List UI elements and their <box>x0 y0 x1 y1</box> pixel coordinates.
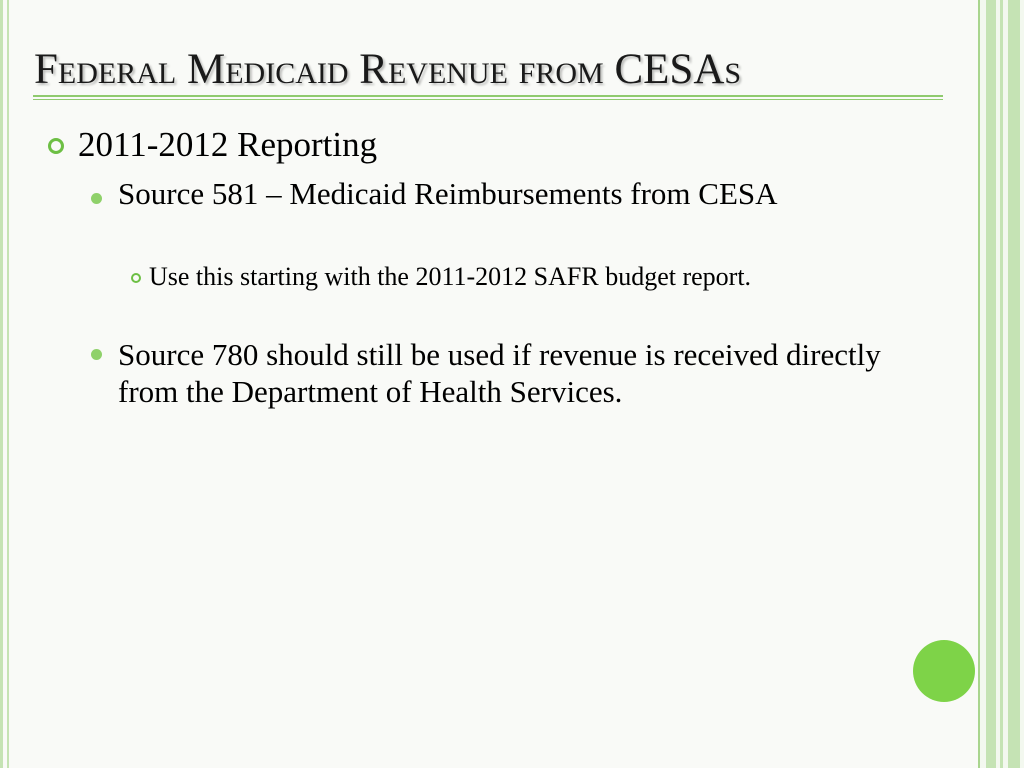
bullet-level2-text: Source 780 should still be used if revenue is received directly from the Department of Health Services. <box>118 337 881 409</box>
ring-bullet-small-icon <box>131 273 141 283</box>
right-border-stripe <box>978 0 980 768</box>
bullet-level3-text: Use this starting with the 2011-2012 SAFR budget report. <box>149 262 752 291</box>
bullet-level2-text: Source 581 – Medicaid Reimbursements from CESA <box>118 176 778 211</box>
right-border-stripe <box>986 0 996 768</box>
right-border-stripe <box>1000 0 1003 768</box>
dot-bullet-icon <box>91 193 102 204</box>
ring-bullet-icon <box>48 138 64 154</box>
decorative-circle <box>913 640 975 702</box>
dot-bullet-icon <box>91 349 102 360</box>
slide-title: Federal Medicaid Revenue from CESAs <box>34 46 742 93</box>
bullet-level1-text: 2011-2012 Reporting <box>78 125 378 164</box>
right-border-stripe <box>1008 0 1020 768</box>
